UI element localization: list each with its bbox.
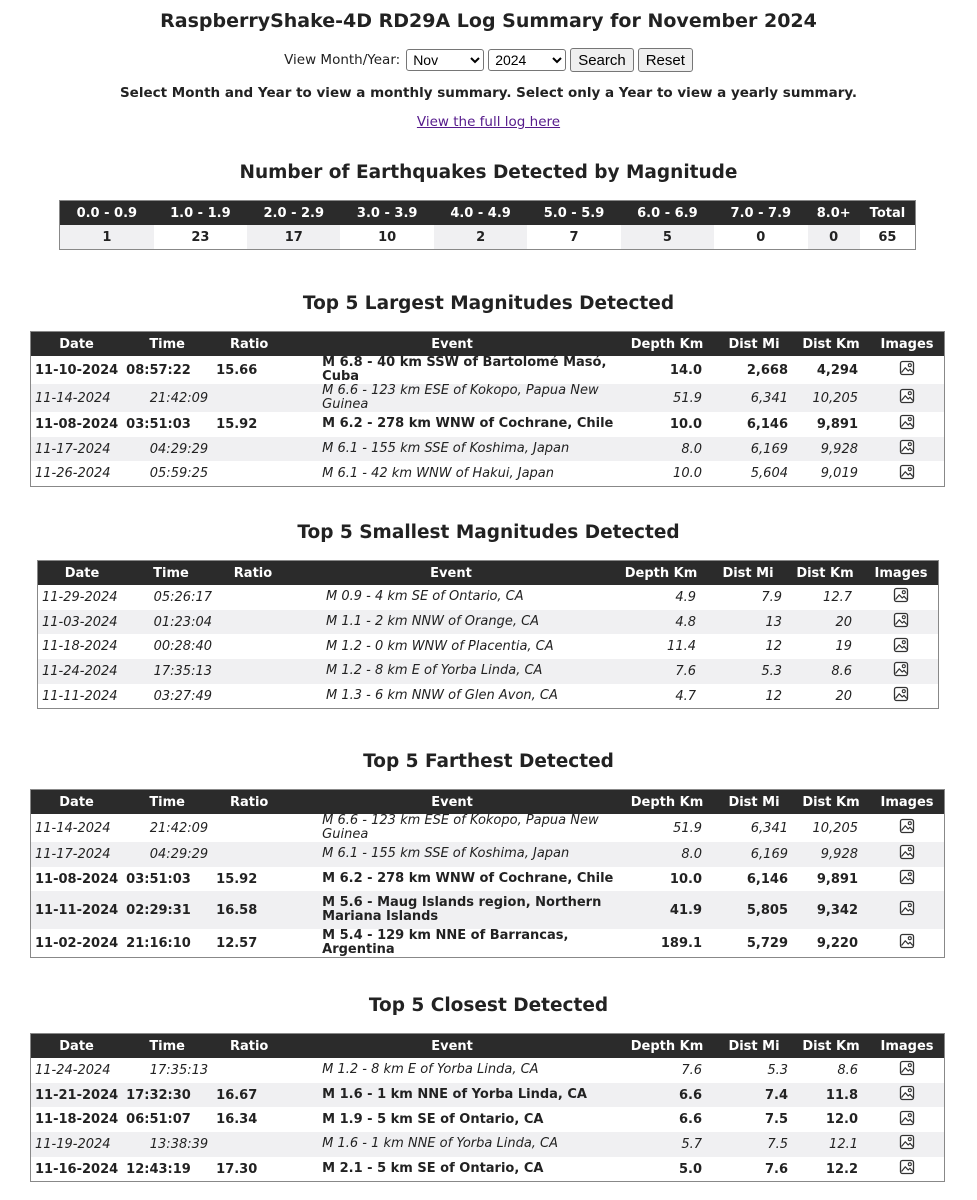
dist-km-cell: 12.1 — [792, 1132, 870, 1157]
dist-mi-cell: 5.3 — [710, 659, 786, 684]
dist-km-header: Dist Km — [792, 790, 870, 815]
depth-km-cell: 5.0 — [618, 1157, 716, 1182]
magnitude-count: 17 — [247, 225, 340, 250]
magnitude-header: 1.0 - 1.9 — [154, 201, 247, 226]
image-icon[interactable] — [899, 360, 915, 380]
date-cell: 11-17-2024 — [31, 437, 123, 462]
largest-magnitudes-table — [30, 331, 945, 487]
search-form — [0, 48, 977, 72]
table-row — [38, 659, 939, 684]
dist-km-header: Dist Km — [792, 332, 870, 357]
table-row — [31, 412, 945, 437]
magnitude-header: 2.0 - 2.9 — [247, 201, 340, 226]
time-cell: 03:51:03 — [122, 412, 212, 437]
depth-km-cell: 41.9 — [618, 891, 716, 929]
depth-km-header: Depth Km — [618, 790, 716, 815]
images-cell — [864, 585, 939, 610]
magnitude-header: 7.0 - 7.9 — [714, 201, 807, 226]
event-header: Event — [286, 332, 618, 357]
date-cell: 11-16-2024 — [31, 1157, 123, 1182]
images-cell — [864, 684, 939, 709]
magnitude-count: 0 — [714, 225, 807, 250]
event-cell: M 6.8 - 40 km SSW of Bartolomé Masó, Cuba — [286, 356, 618, 384]
date-cell: 11-10-2024 — [31, 356, 123, 384]
table-row — [38, 634, 939, 659]
date-header: Date — [31, 332, 123, 357]
table-row — [31, 814, 945, 842]
table-header-row — [31, 1034, 945, 1059]
dist-mi-cell: 6,169 — [716, 437, 792, 462]
closest-table — [30, 1033, 945, 1182]
ratio-cell: 17.30 — [212, 1157, 286, 1182]
image-icon[interactable] — [893, 686, 909, 706]
magnitude-count: 10 — [340, 225, 433, 250]
table-row — [38, 610, 939, 635]
dist-km-cell: 20 — [786, 610, 864, 635]
magnitude-section-title: Number of Earthquakes Detected by Magnitude — [239, 162, 738, 183]
image-icon[interactable] — [899, 844, 915, 864]
ratio-cell — [212, 461, 286, 486]
time-cell: 04:29:29 — [122, 437, 212, 462]
dist-km-cell: 9,891 — [792, 867, 870, 892]
images-cell — [870, 891, 945, 929]
image-icon[interactable] — [893, 661, 909, 681]
farthest-table — [30, 789, 945, 958]
dist-mi-header: Dist Mi — [716, 1034, 792, 1059]
time-cell: 08:57:22 — [122, 356, 212, 384]
dist-km-cell: 9,928 — [792, 437, 870, 462]
dist-mi-cell: 5.3 — [716, 1058, 792, 1083]
dist-mi-cell: 7.5 — [716, 1107, 792, 1132]
depth-km-cell: 11.4 — [612, 634, 710, 659]
ratio-cell: 15.92 — [212, 867, 286, 892]
image-icon[interactable] — [899, 1110, 915, 1130]
images-cell — [870, 1083, 945, 1108]
magnitude-count: 5 — [621, 225, 714, 250]
table-row — [31, 1132, 945, 1157]
magnitude-header: 3.0 - 3.9 — [340, 201, 433, 226]
time-cell: 05:26:17 — [126, 585, 216, 610]
full-log-link[interactable]: View the full log here — [416, 114, 561, 130]
dist-mi-header: Dist Mi — [716, 790, 792, 815]
dist-km-cell: 8.6 — [786, 659, 864, 684]
ratio-header: Ratio — [212, 790, 286, 815]
images-cell — [864, 659, 939, 684]
dist-km-cell: 12.0 — [792, 1107, 870, 1132]
ratio-header: Ratio — [212, 332, 286, 357]
event-cell: M 5.6 - Maug Islands region, Northern Mariana Islands — [286, 891, 618, 929]
event-cell: M 1.2 - 0 km WNW of Placentia, CA — [290, 634, 612, 659]
time-header: Time — [122, 1034, 212, 1059]
event-cell: M 1.6 - 1 km NNE of Yorba Linda, CA — [286, 1083, 618, 1108]
date-cell: 11-03-2024 — [38, 610, 127, 635]
date-cell: 11-11-2024 — [31, 891, 123, 929]
ratio-cell — [212, 1132, 286, 1157]
ratio-header: Ratio — [216, 561, 290, 586]
dist-km-cell: 10,205 — [792, 384, 870, 412]
magnitude-header: 5.0 - 5.9 — [527, 201, 620, 226]
time-header: Time — [122, 790, 212, 815]
month-select[interactable] — [406, 49, 484, 71]
table-row — [31, 1058, 945, 1083]
dist-km-cell: 11.8 — [792, 1083, 870, 1108]
time-header: Time — [122, 332, 212, 357]
image-icon[interactable] — [893, 612, 909, 632]
ratio-header: Ratio — [212, 1034, 286, 1059]
ratio-cell: 16.67 — [212, 1083, 286, 1108]
depth-km-cell: 4.7 — [612, 684, 710, 709]
image-icon[interactable] — [899, 1085, 915, 1105]
time-cell: 17:35:13 — [122, 1058, 212, 1083]
date-cell: 11-08-2024 — [31, 867, 123, 892]
dist-km-header: Dist Km — [786, 561, 864, 586]
dist-mi-cell: 13 — [710, 610, 786, 635]
dist-km-cell: 9,220 — [792, 929, 870, 958]
ratio-cell — [216, 684, 290, 709]
dist-km-cell: 9,342 — [792, 891, 870, 929]
depth-km-cell: 10.0 — [618, 461, 716, 486]
dist-mi-cell: 5,729 — [716, 929, 792, 958]
date-header: Date — [31, 790, 123, 815]
event-header: Event — [290, 561, 612, 586]
date-header: Date — [38, 561, 127, 586]
ratio-cell — [216, 634, 290, 659]
images-cell — [870, 1107, 945, 1132]
images-cell — [870, 461, 945, 486]
date-cell: 11-29-2024 — [38, 585, 127, 610]
table-row — [31, 1157, 945, 1182]
image-icon[interactable] — [893, 587, 909, 607]
instructions-text: Select Month and Year to view a monthly summary. Select only a Year to view a yearly summary. — [119, 85, 858, 101]
depth-km-cell: 6.6 — [618, 1083, 716, 1108]
ratio-cell: 15.92 — [212, 412, 286, 437]
date-cell: 11-18-2024 — [38, 634, 127, 659]
page-title: RaspberryShake-4D RD29A Log Summary for November 2024 — [160, 10, 817, 32]
image-icon[interactable] — [893, 637, 909, 657]
magnitude-table — [59, 200, 916, 250]
depth-km-cell: 8.0 — [618, 437, 716, 462]
dist-mi-header: Dist Mi — [716, 332, 792, 357]
table-row — [31, 1107, 945, 1132]
date-cell: 11-24-2024 — [38, 659, 127, 684]
dist-mi-cell: 5,604 — [716, 461, 792, 486]
time-cell: 13:38:39 — [122, 1132, 212, 1157]
event-cell: M 6.1 - 155 km SSE of Koshima, Japan — [286, 437, 618, 462]
event-cell: M 1.1 - 2 km NNW of Orange, CA — [290, 610, 612, 635]
dist-mi-cell: 12 — [710, 634, 786, 659]
dist-mi-cell: 6,146 — [716, 412, 792, 437]
dist-mi-cell: 7.9 — [710, 585, 786, 610]
dist-km-cell: 12.7 — [786, 585, 864, 610]
time-header: Time — [126, 561, 216, 586]
table-row — [31, 929, 945, 958]
images-cell — [870, 867, 945, 892]
date-cell: 11-21-2024 — [31, 1083, 123, 1108]
images-cell — [870, 1157, 945, 1182]
ratio-cell — [212, 384, 286, 412]
image-icon[interactable] — [899, 464, 915, 484]
magnitude-count: 65 — [860, 225, 916, 250]
ratio-cell: 16.34 — [212, 1107, 286, 1132]
depth-km-cell: 10.0 — [618, 412, 716, 437]
depth-km-cell: 7.6 — [618, 1058, 716, 1083]
table-row — [38, 585, 939, 610]
dist-km-cell: 8.6 — [792, 1058, 870, 1083]
image-icon[interactable] — [899, 1134, 915, 1154]
date-cell: 11-17-2024 — [31, 842, 123, 867]
ratio-cell — [212, 437, 286, 462]
magnitude-header: 0.0 - 0.9 — [60, 201, 154, 226]
dist-mi-cell: 6,341 — [716, 384, 792, 412]
ratio-cell: 16.58 — [212, 891, 286, 929]
time-cell: 04:29:29 — [122, 842, 212, 867]
event-cell: M 6.1 - 155 km SSE of Koshima, Japan — [286, 842, 618, 867]
time-cell: 05:59:25 — [122, 461, 212, 486]
table-row — [31, 356, 945, 384]
time-cell: 03:51:03 — [122, 867, 212, 892]
image-icon[interactable] — [899, 818, 915, 838]
date-cell: 11-08-2024 — [31, 412, 123, 437]
event-cell: M 6.6 - 123 km ESE of Kokopo, Papua New Guinea — [286, 814, 618, 842]
magnitude-header: 8.0+ — [808, 201, 860, 226]
images-cell — [870, 814, 945, 842]
magnitude-count: 2 — [434, 225, 527, 250]
magnitude-header-row — [60, 201, 916, 226]
ratio-cell — [212, 1058, 286, 1083]
dist-km-cell: 10,205 — [792, 814, 870, 842]
dist-km-cell: 12.2 — [792, 1157, 870, 1182]
image-icon[interactable] — [899, 439, 915, 459]
image-icon[interactable] — [899, 1159, 915, 1179]
images-header: Images — [870, 1034, 945, 1059]
time-cell: 17:35:13 — [126, 659, 216, 684]
time-cell: 21:42:09 — [122, 384, 212, 412]
depth-km-cell: 51.9 — [618, 384, 716, 412]
date-cell: 11-19-2024 — [31, 1132, 123, 1157]
date-cell: 11-24-2024 — [31, 1058, 123, 1083]
table-row — [31, 384, 945, 412]
dist-mi-cell: 6,146 — [716, 867, 792, 892]
table-row — [31, 891, 945, 929]
date-cell: 11-26-2024 — [31, 461, 123, 486]
depth-km-cell: 14.0 — [618, 356, 716, 384]
magnitude-count: 1 — [60, 225, 154, 250]
dist-km-cell: 19 — [786, 634, 864, 659]
depth-km-cell: 5.7 — [618, 1132, 716, 1157]
event-cell: M 6.1 - 42 km WNW of Hakui, Japan — [286, 461, 618, 486]
dist-mi-cell: 6,169 — [716, 842, 792, 867]
images-header: Images — [870, 332, 945, 357]
event-cell: M 6.6 - 123 km ESE of Kokopo, Papua New Guinea — [286, 384, 618, 412]
dist-km-cell: 4,294 — [792, 356, 870, 384]
depth-km-cell: 10.0 — [618, 867, 716, 892]
table-header-row — [31, 790, 945, 815]
images-cell — [870, 412, 945, 437]
depth-km-cell: 8.0 — [618, 842, 716, 867]
ratio-cell — [212, 814, 286, 842]
time-cell: 21:42:09 — [122, 814, 212, 842]
date-cell: 11-02-2024 — [31, 929, 123, 958]
date-cell: 11-14-2024 — [31, 384, 123, 412]
magnitude-header: 6.0 - 6.9 — [621, 201, 714, 226]
dist-mi-cell: 12 — [710, 684, 786, 709]
image-icon[interactable] — [899, 1060, 915, 1080]
dist-mi-cell: 6,341 — [716, 814, 792, 842]
images-cell — [870, 1058, 945, 1083]
largest-section-title: Top 5 Largest Magnitudes Detected — [302, 293, 675, 314]
year-select[interactable] — [488, 49, 566, 71]
event-header: Event — [286, 1034, 618, 1059]
dist-km-cell: 20 — [786, 684, 864, 709]
dist-mi-cell: 7.4 — [716, 1083, 792, 1108]
event-cell: M 1.6 - 1 km NNE of Yorba Linda, CA — [286, 1132, 618, 1157]
table-row — [31, 437, 945, 462]
event-cell: M 5.4 - 129 km NNE of Barrancas, Argentina — [286, 929, 618, 958]
ratio-cell — [216, 659, 290, 684]
date-cell: 11-14-2024 — [31, 814, 123, 842]
time-cell: 00:28:40 — [126, 634, 216, 659]
depth-km-header: Depth Km — [618, 1034, 716, 1059]
dist-km-cell: 9,891 — [792, 412, 870, 437]
event-cell: M 1.3 - 6 km NNW of Glen Avon, CA — [290, 684, 612, 709]
table-row — [31, 1083, 945, 1108]
time-cell: 21:16:10 — [122, 929, 212, 958]
magnitude-count-row — [60, 225, 916, 250]
smallest-magnitudes-table — [37, 560, 939, 709]
images-cell — [870, 437, 945, 462]
search-button[interactable]: Search — [570, 48, 634, 72]
magnitude-count: 23 — [154, 225, 247, 250]
images-cell — [870, 929, 945, 958]
farthest-section-title: Top 5 Farthest Detected — [363, 751, 614, 772]
image-icon[interactable] — [899, 900, 915, 920]
images-cell — [870, 1132, 945, 1157]
depth-km-cell: 51.9 — [618, 814, 716, 842]
time-cell: 03:27:49 — [126, 684, 216, 709]
smallest-section-title: Top 5 Smallest Magnitudes Detected — [297, 522, 680, 543]
table-row — [31, 867, 945, 892]
event-cell: M 6.2 - 278 km WNW of Cochrane, Chile — [286, 867, 618, 892]
dist-mi-cell: 7.6 — [716, 1157, 792, 1182]
depth-km-cell: 4.8 — [612, 610, 710, 635]
dist-mi-cell: 2,668 — [716, 356, 792, 384]
depth-km-cell: 4.9 — [612, 585, 710, 610]
table-row — [31, 461, 945, 486]
time-cell: 06:51:07 — [122, 1107, 212, 1132]
magnitude-header: 4.0 - 4.9 — [434, 201, 527, 226]
time-cell: 02:29:31 — [122, 891, 212, 929]
dist-mi-cell: 7.5 — [716, 1132, 792, 1157]
table-header-row — [31, 332, 945, 357]
depth-km-header: Depth Km — [618, 332, 716, 357]
dist-mi-cell: 5,805 — [716, 891, 792, 929]
depth-km-cell: 6.6 — [618, 1107, 716, 1132]
images-cell — [864, 634, 939, 659]
image-icon[interactable] — [899, 414, 915, 434]
magnitude-count: 7 — [527, 225, 620, 250]
magnitude-count: 0 — [808, 225, 860, 250]
ratio-cell: 12.57 — [212, 929, 286, 958]
view-month-year-label: View Month/Year: — [284, 52, 401, 68]
time-cell: 12:43:19 — [122, 1157, 212, 1182]
images-header: Images — [870, 790, 945, 815]
time-cell: 01:23:04 — [126, 610, 216, 635]
ratio-cell: 15.66 — [212, 356, 286, 384]
closest-section-title: Top 5 Closest Detected — [368, 995, 609, 1016]
magnitude-header: Total — [860, 201, 916, 226]
ratio-cell — [212, 842, 286, 867]
date-cell: 11-18-2024 — [31, 1107, 123, 1132]
ratio-cell — [216, 585, 290, 610]
event-cell: M 1.2 - 8 km E of Yorba Linda, CA — [286, 1058, 618, 1083]
event-header: Event — [286, 790, 618, 815]
reset-button[interactable]: Reset — [638, 48, 693, 72]
event-cell: M 6.2 - 278 km WNW of Cochrane, Chile — [286, 412, 618, 437]
dist-km-cell: 9,928 — [792, 842, 870, 867]
date-header: Date — [31, 1034, 123, 1059]
dist-km-cell: 9,019 — [792, 461, 870, 486]
dist-km-header: Dist Km — [792, 1034, 870, 1059]
images-cell — [864, 610, 939, 635]
ratio-cell — [216, 610, 290, 635]
images-cell — [870, 356, 945, 384]
depth-km-header: Depth Km — [612, 561, 710, 586]
event-cell: M 1.9 - 5 km SE of Ontario, CA — [286, 1107, 618, 1132]
table-header-row — [38, 561, 939, 586]
event-cell: M 2.1 - 5 km SE of Ontario, CA — [286, 1157, 618, 1182]
time-cell: 17:32:30 — [122, 1083, 212, 1108]
event-cell: M 0.9 - 4 km SE of Ontario, CA — [290, 585, 612, 610]
image-icon[interactable] — [899, 388, 915, 408]
image-icon[interactable] — [899, 869, 915, 889]
images-cell — [870, 384, 945, 412]
event-cell: M 1.2 - 8 km E of Yorba Linda, CA — [290, 659, 612, 684]
depth-km-cell: 189.1 — [618, 929, 716, 958]
table-row — [38, 684, 939, 709]
dist-mi-header: Dist Mi — [710, 561, 786, 586]
full-log-link-row — [0, 114, 977, 130]
image-icon[interactable] — [899, 933, 915, 953]
images-cell — [870, 842, 945, 867]
date-cell: 11-11-2024 — [38, 684, 127, 709]
images-header: Images — [864, 561, 939, 586]
depth-km-cell: 7.6 — [612, 659, 710, 684]
table-row — [31, 842, 945, 867]
